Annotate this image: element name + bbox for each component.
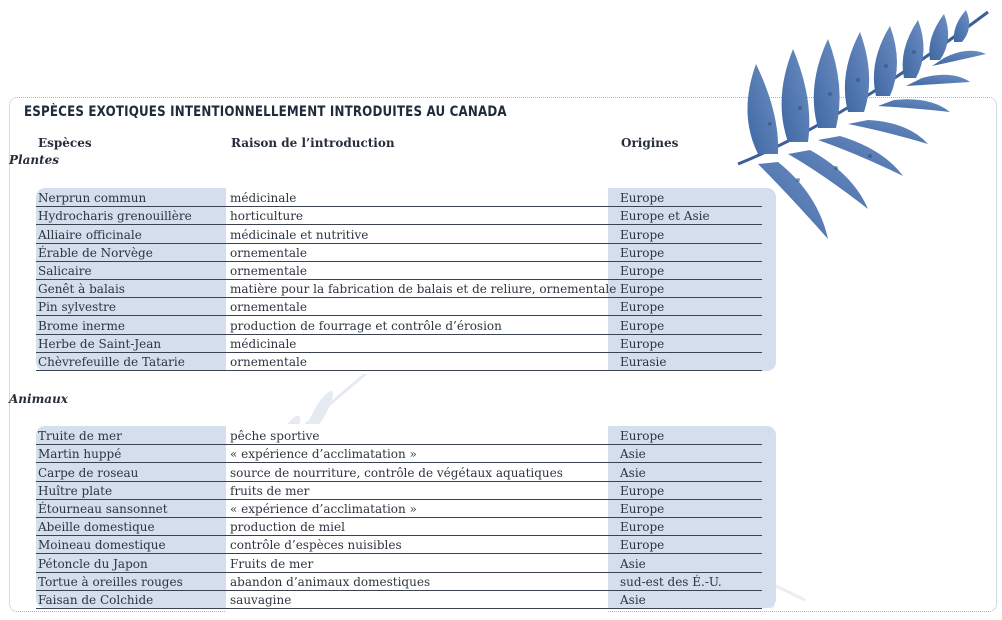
reason-cell: « expérience d’acclimatation » <box>228 499 618 517</box>
origin-cell: Europe <box>618 517 762 535</box>
reason-cell: Fruits de mer <box>228 554 618 572</box>
table-row <box>36 225 762 243</box>
reason-cell: abandon d’animaux domestiques <box>228 572 618 590</box>
origin-cell: Europe <box>618 536 762 554</box>
species-cell: Chèvrefeuille de Tatarie <box>36 352 228 370</box>
reason-cell: ornementale <box>228 261 618 279</box>
species-cell: Hydrocharis grenouillère <box>36 207 228 225</box>
reason-cell: fruits de mer <box>228 481 618 499</box>
reason-cell: ornementale <box>228 352 618 370</box>
origin-cell: Europe <box>618 499 762 517</box>
species-cell: Pétoncle du Japon <box>36 554 228 572</box>
origin-cell: Europe <box>618 481 762 499</box>
section-label-animals: Animaux <box>9 392 68 406</box>
origin-cell: sud-est des É.-U. <box>618 572 762 590</box>
table-row <box>36 261 762 279</box>
table-row <box>36 554 762 572</box>
table-row <box>36 427 762 445</box>
table-row <box>36 243 762 261</box>
table-row <box>36 352 762 370</box>
animals-table <box>36 427 762 609</box>
origin-cell: Eurasie <box>618 352 762 370</box>
reason-cell: « expérience d’acclimatation » <box>228 445 618 463</box>
table-row <box>36 279 762 297</box>
species-cell: Herbe de Saint-Jean <box>36 334 228 352</box>
reason-cell: médicinale <box>228 189 618 207</box>
species-cell: Moineau domestique <box>36 536 228 554</box>
origin-cell: Europe <box>618 427 762 445</box>
table-row <box>36 590 762 608</box>
origin-cell: Europe <box>618 261 762 279</box>
table-row <box>36 334 762 352</box>
origin-cell: Europe <box>618 279 762 297</box>
reason-cell: pêche sportive <box>228 427 618 445</box>
reason-cell: contrôle d’espèces nuisibles <box>228 536 618 554</box>
species-cell: Genêt à balais <box>36 279 228 297</box>
species-cell: Salicaire <box>36 261 228 279</box>
reason-cell: médicinale <box>228 334 618 352</box>
species-cell: Truite de mer <box>36 427 228 445</box>
reason-cell: matière pour la fabrication de balais et de reliure, ornementale <box>228 279 618 297</box>
column-header-origin: Origines <box>621 136 679 150</box>
reason-cell: horticulture <box>228 207 618 225</box>
table-row <box>36 536 762 554</box>
column-header-reason: Raison de l’introduction <box>231 136 395 150</box>
reason-cell: production de fourrage et contrôle d’érosion <box>228 316 618 334</box>
species-cell: Tortue à oreilles rouges <box>36 572 228 590</box>
species-cell: Pin sylvestre <box>36 298 228 316</box>
reason-cell: production de miel <box>228 517 618 535</box>
origin-cell: Europe <box>618 298 762 316</box>
table-row <box>36 481 762 499</box>
table-row <box>36 463 762 481</box>
origin-cell: Europe <box>618 243 762 261</box>
origin-cell: Asie <box>618 445 762 463</box>
origin-cell: Europe et Asie <box>618 207 762 225</box>
species-cell: Huître plate <box>36 481 228 499</box>
reason-cell: source de nourriture, contrôle de végétaux aquatiques <box>228 463 618 481</box>
origin-cell: Europe <box>618 334 762 352</box>
origin-cell: Europe <box>618 189 762 207</box>
species-cell: Érable de Norvège <box>36 243 228 261</box>
species-cell: Brome inerme <box>36 316 228 334</box>
species-cell: Alliaire officinale <box>36 225 228 243</box>
table-row <box>36 517 762 535</box>
species-cell: Abeille domestique <box>36 517 228 535</box>
origin-cell: Asie <box>618 554 762 572</box>
table-row <box>36 572 762 590</box>
column-header-species: Espèces <box>38 136 92 150</box>
origin-cell: Asie <box>618 590 762 608</box>
table-row <box>36 189 762 207</box>
table-row <box>36 207 762 225</box>
reason-cell: ornementale <box>228 243 618 261</box>
reason-cell: ornementale <box>228 298 618 316</box>
origin-cell: Asie <box>618 463 762 481</box>
species-cell: Martin huppé <box>36 445 228 463</box>
species-cell: Faisan de Colchide <box>36 590 228 608</box>
plants-table <box>36 189 762 371</box>
table-row <box>36 445 762 463</box>
table-row <box>36 499 762 517</box>
table-row <box>36 298 762 316</box>
species-cell: Carpe de roseau <box>36 463 228 481</box>
origin-cell: Europe <box>618 316 762 334</box>
table-row <box>36 316 762 334</box>
origin-cell: Europe <box>618 225 762 243</box>
page-title: ESPÈCES EXOTIQUES INTENTIONNELLEMENT INTRODUITES AU CANADA <box>24 104 507 120</box>
reason-cell: médicinale et nutritive <box>228 225 618 243</box>
reason-cell: sauvagine <box>228 590 618 608</box>
section-label-plants: Plantes <box>9 153 60 167</box>
species-cell: Nerprun commun <box>36 189 228 207</box>
species-cell: Étourneau sansonnet <box>36 499 228 517</box>
